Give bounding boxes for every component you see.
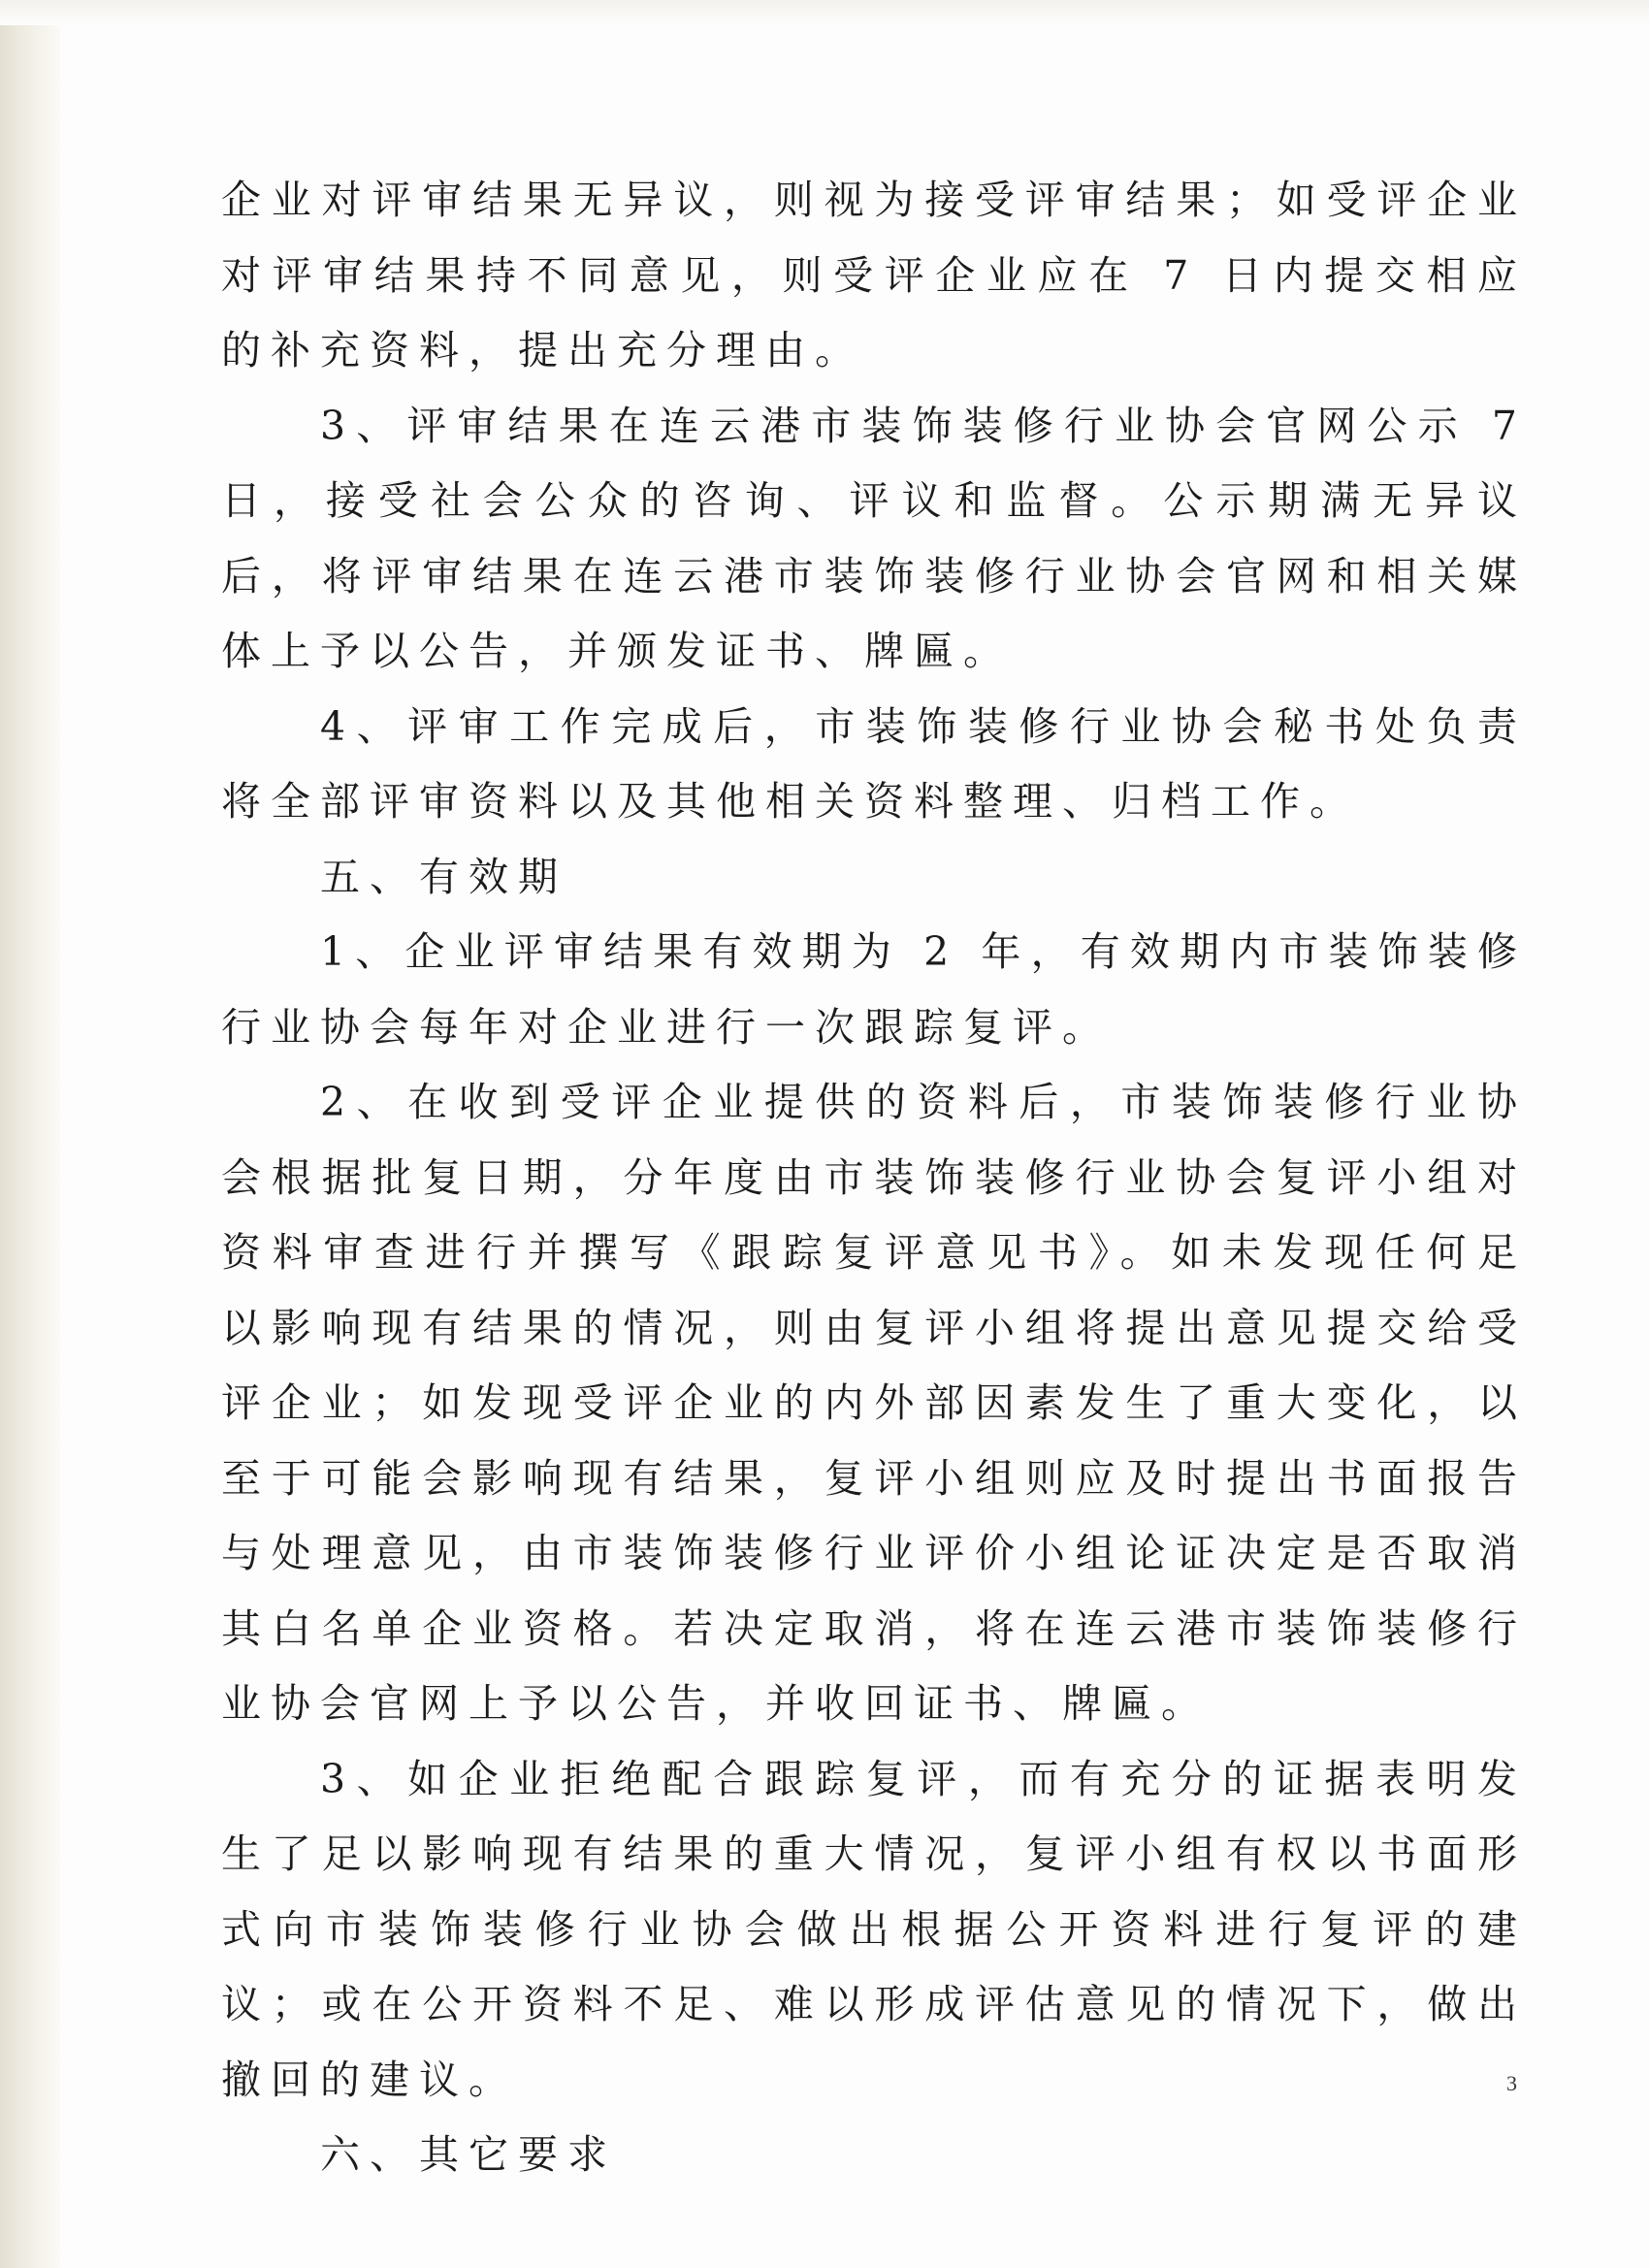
section-heading-other-requirements: 六、其它要求 bbox=[320, 2131, 617, 2178]
paragraph-continuation: 企业对评审结果无异议，则视为接受评审结果；如受评企业对评审结果持不同意见，则受评企业应在 7 日内提交相应的补充资料，提出充分理由。 bbox=[221, 177, 1527, 373]
paragraph-validity-item-1: 1、企业评审结果有效期为 2 年，有效期内市装饰装修行业协会每年对企业进行一次跟踪复评。 bbox=[221, 928, 1527, 1051]
paragraph-item-3-publicity: 3、评审结果在连云港市装饰装修行业协会官网公示 7 日，接受社会公众的咨询、评议和监督。公示期满无异议后，将评审结果在连云港市装饰装修行业协会官网和相关媒体上予以公告，并颁发证书、牌匾。 bbox=[221, 402, 1527, 674]
paragraph-validity-item-3: 3、如企业拒绝配合跟踪复评，而有充分的证据表明发生了足以影响现有结果的重大情况，复评小组有权以书面形式向市装饰装修行业协会做出根据公开资料进行复评的建议；或在公开资料不足、难以形成评估意见的情况下，做出撤回的建议。 bbox=[221, 1755, 1527, 2103]
section-heading-validity: 五、有效期 bbox=[320, 853, 567, 900]
body-text bbox=[221, 163, 1527, 2193]
page-number: 3 bbox=[1506, 2071, 1517, 2095]
paragraph-item-4-archiving: 4、评审工作完成后，市装饰装修行业协会秘书处负责将全部评审资料以及其他相关资料整理、归档工作。 bbox=[221, 702, 1527, 825]
paragraph-validity-item-2: 2、在收到受评企业提供的资料后，市装饰装修行业协会根据批复日期，分年度由市装饰装修行业协会复评小组对资料审查进行并撰写《跟踪复评意见书》。如未发现任何足以影响现有结果的情况，则由复评小组将提出意见提交给受评企业；如发现受评企业的内外部因素发生了重大变化，以至于可能会影响现有结果，复评小组则应及时提出书面报告与处理意见，由市装饰装修行业评价小组论证决定是否取消其白名单企业资格。若决定取消，将在连云港市装饰装修行业协会官网上予以公告，并收回证书、牌匾。 bbox=[221, 1079, 1527, 1727]
